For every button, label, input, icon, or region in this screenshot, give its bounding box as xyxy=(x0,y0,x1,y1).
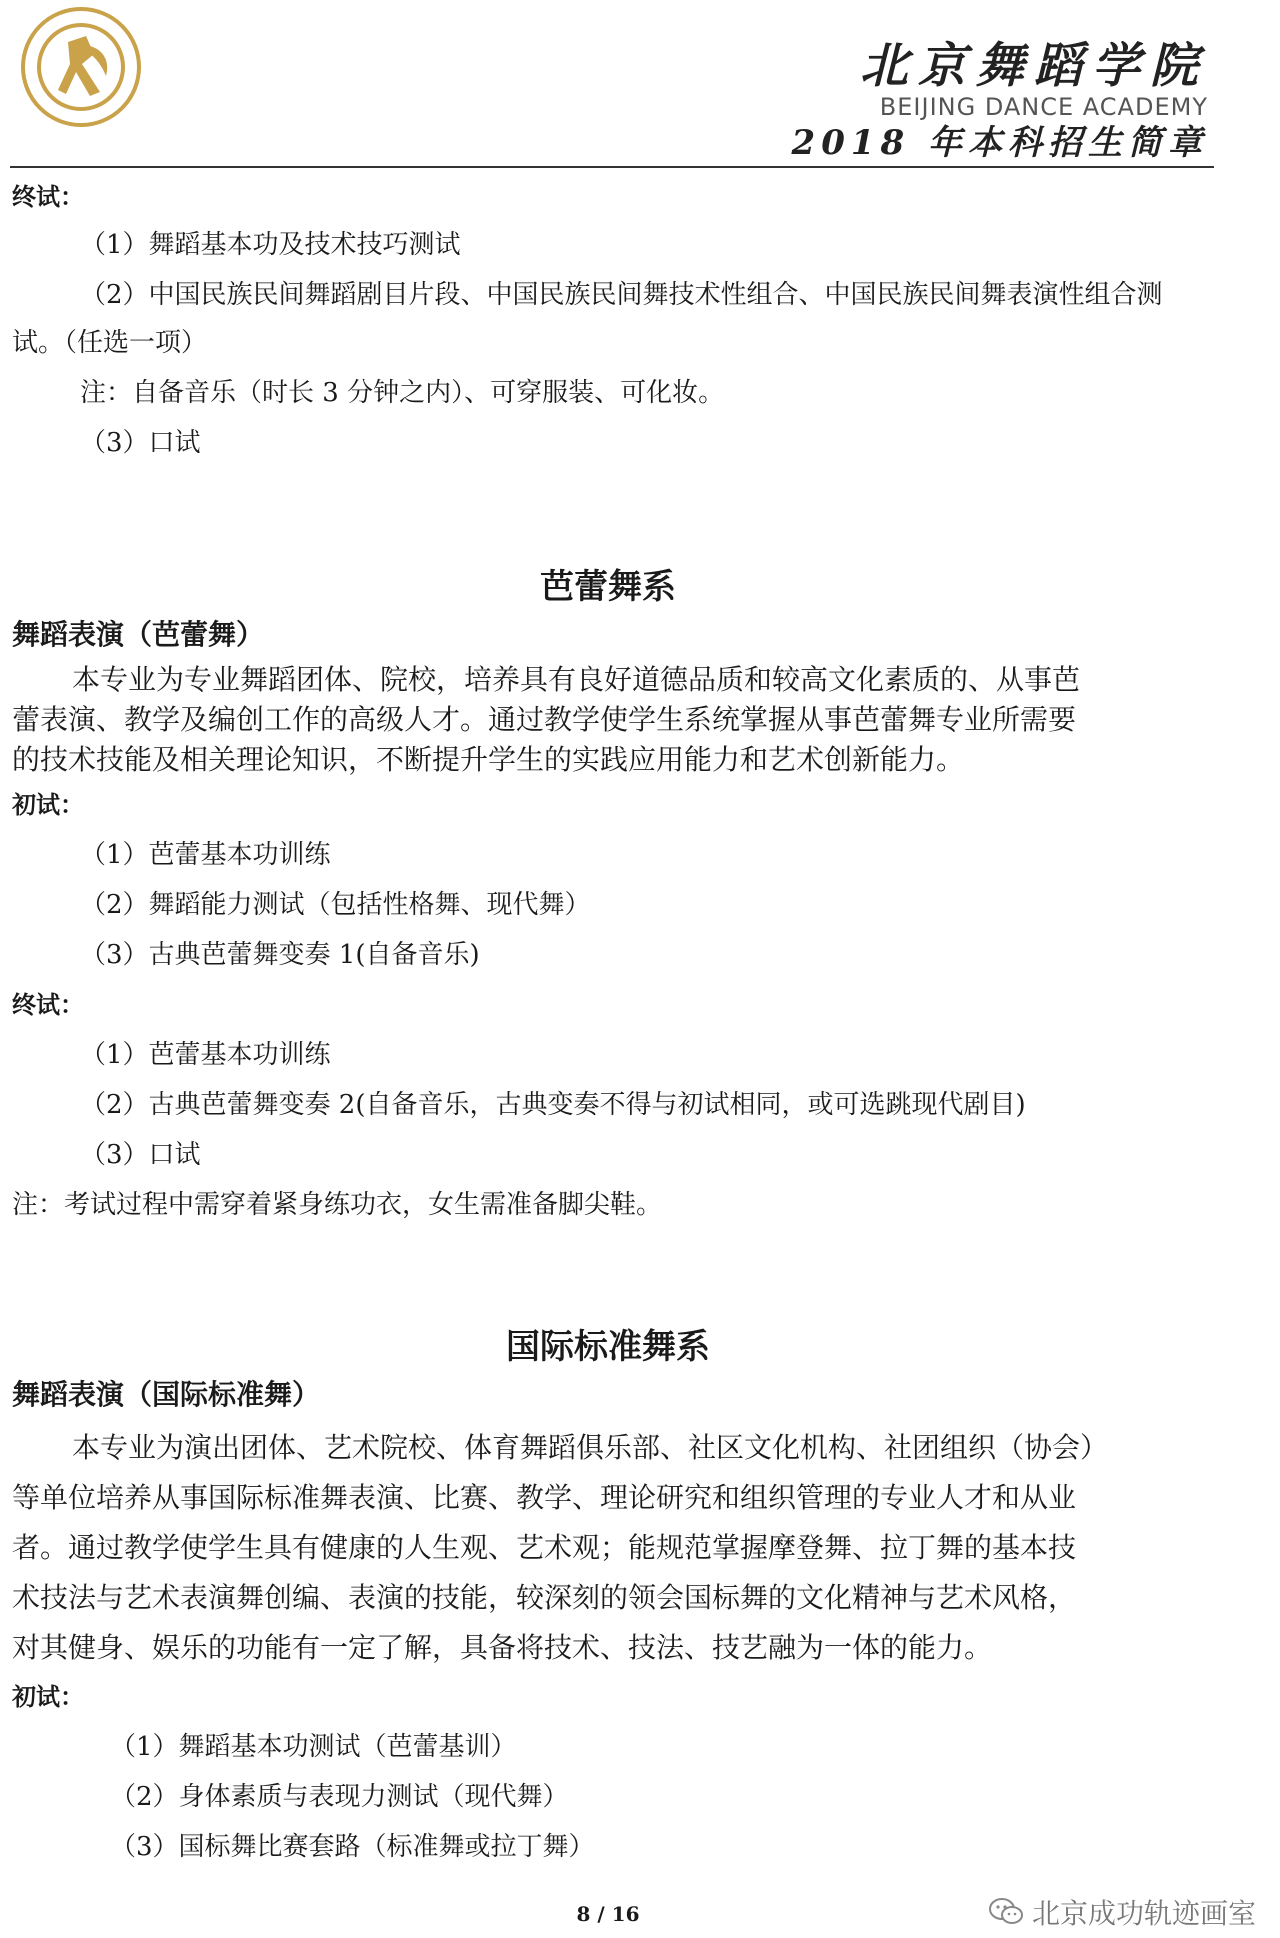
prelim-exam-label: 初试： xyxy=(12,791,84,819)
list-item: （1）芭蕾基本功训练 xyxy=(80,840,331,870)
final-exam-label: 终试： xyxy=(12,183,84,211)
school-brand xyxy=(792,40,1208,162)
list-item: （3）国标舞比赛套路（标准舞或拉丁舞） xyxy=(110,1832,595,1862)
section-title-ballet: 芭蕾舞系 xyxy=(540,567,676,607)
page-number: 8 / 16 xyxy=(576,1902,640,1926)
list-item: （2）舞蹈能力测试（包括性格舞、现代舞） xyxy=(80,890,591,920)
major-title: 舞蹈表演（国际标准舞） xyxy=(12,1378,321,1411)
list-item: （2）身体素质与表现力测试（现代舞） xyxy=(110,1782,569,1812)
list-item: （1）舞蹈基本功及技术技巧测试 xyxy=(80,230,461,260)
paragraph-line: 者。通过教学使学生具有健康的人生观、艺术观；能规范掌握摩登舞、拉丁舞的基本技 xyxy=(12,1531,1077,1564)
paragraph-line: 本专业为专业舞蹈团体、院校，培养具有良好道德品质和较高文化素质的、从事芭 xyxy=(72,663,1081,696)
school-name-cn: 北京舞蹈学院 xyxy=(859,38,1208,94)
list-item: （3）古典芭蕾舞变奏 1(自备音乐) xyxy=(80,940,480,970)
brochure-subtitle: 2018 年本科招生简章 xyxy=(791,123,1208,163)
school-logo xyxy=(20,6,142,128)
list-item: （1）芭蕾基本功训练 xyxy=(80,1040,331,1070)
list-item: （3）口试 xyxy=(80,1140,201,1170)
note-text: 注：自备音乐（时长 3 分钟之内）、可穿服装、可化妆。 xyxy=(80,378,725,408)
school-name-en: BEIJING DANCE ACADEMY xyxy=(879,93,1208,121)
paragraph-line: 本专业为演出团体、艺术院校、体育舞蹈俱乐部、社区文化机构、社团组织（协会） xyxy=(72,1431,1109,1464)
paragraph-line: 术技法与艺术表演舞创编、表演的技能，较深刻的领会国标舞的文化精神与艺术风格， xyxy=(12,1581,1077,1614)
list-item: （1）舞蹈基本功测试（芭蕾基训） xyxy=(110,1732,517,1762)
list-item: 试。（任选一项） xyxy=(12,328,208,358)
page-header xyxy=(0,0,1280,172)
prelim-exam-label: 初试： xyxy=(12,1683,84,1711)
wechat-icon xyxy=(988,1897,1024,1927)
list-item: （2）古典芭蕾舞变奏 2(自备音乐，古典变奏不得与初试相同，或可选跳现代剧目) xyxy=(80,1090,1026,1120)
header-divider xyxy=(10,166,1214,168)
note-text: 注：考试过程中需穿着紧身练功衣，女生需准备脚尖鞋。 xyxy=(12,1190,663,1220)
list-item: （3）口试 xyxy=(80,428,201,458)
watermark xyxy=(988,1892,1256,1932)
paragraph-line: 等单位培养从事国际标准舞表演、比赛、教学、理论研究和组织管理的专业人才和从业 xyxy=(12,1481,1077,1514)
watermark-text: 北京成功轨迹画室 xyxy=(1031,1897,1256,1930)
paragraph-line: 的技术技能及相关理论知识，不断提升学生的实践应用能力和艺术创新能力。 xyxy=(12,743,965,776)
section-title-ballroom: 国际标准舞系 xyxy=(506,1327,710,1367)
paragraph-line: 蕾表演、教学及编创工作的高级人才。通过教学使学生系统掌握从事芭蕾舞专业所需要 xyxy=(12,703,1077,736)
final-exam-label: 终试： xyxy=(12,991,84,1019)
paragraph-line: 对其健身、娱乐的功能有一定了解，具备将技术、技法、技艺融为一体的能力。 xyxy=(12,1631,993,1664)
list-item: （2）中国民族民间舞蹈剧目片段、中国民族民间舞技术性组合、中国民族民间舞表演性组合测 xyxy=(80,280,1163,310)
major-title: 舞蹈表演（芭蕾舞） xyxy=(12,618,265,651)
